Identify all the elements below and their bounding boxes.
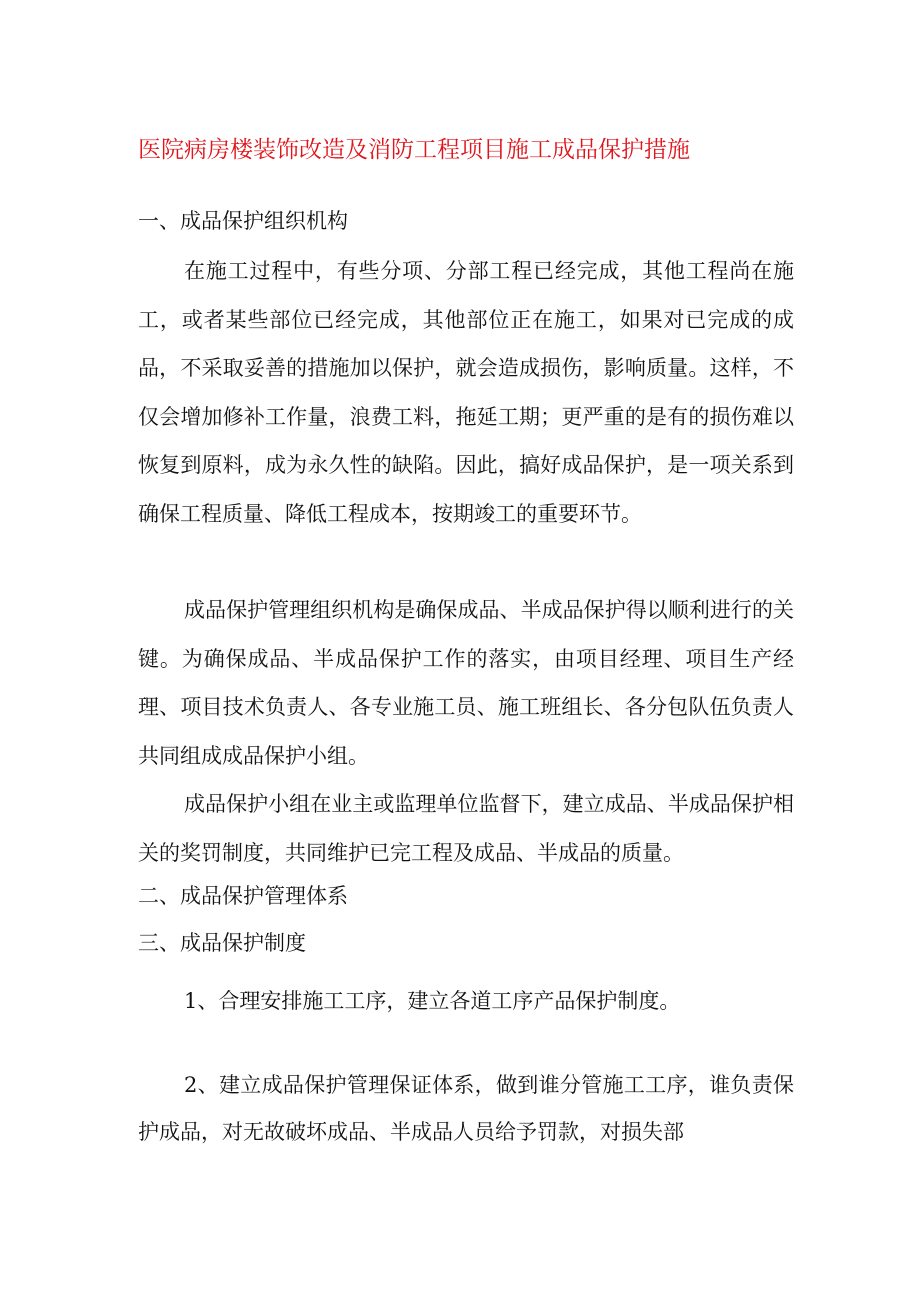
section-1-paragraph-3: 成品保护小组在业主或监理单位监督下，建立成品、半成品保护相关的奖罚制度，共同维护已完工程及成品、半成品的质量。	[138, 792, 794, 865]
section-3-heading: 三、成品保护制度	[138, 931, 306, 955]
section-3-item-1: 1、合理安排施工工序，建立各道工序产品保护制度。	[184, 989, 681, 1013]
section-1-paragraph-2: 成品保护管理组织机构是确保成品、半成品保护得以顺利进行的关键。为确保成品、半成品保护工作的落实，由项目经理、项目生产经理、项目技术负责人、各专业施工员、施工班组长、各分包队伍负责人共同组成成品保护小组。	[138, 598, 794, 768]
section-2-heading: 二、成品保护管理体系	[138, 884, 348, 908]
section-3-item-2: 2、建立成品保护管理保证体系，做到谁分管施工工序，谁负责保护成品，对无故破坏成品、半成品人员给予罚款，对损失部	[138, 1073, 794, 1144]
section-1-heading: 一、成品保护组织机构	[138, 209, 348, 233]
document-title: 医院病房楼装饰改造及消防工程项目施工成品保护措施	[138, 137, 690, 163]
section-1-paragraph-1: 在施工过程中，有些分项、分部工程已经完成，其他工程尚在施工，或者某些部位已经完成，其他部位正在施工，如果对已完成的成品，不采取妥善的措施加以保护，就会造成损伤，影响质量。这样，不仅会增加修补工作量，浪费工料，拖延工期；更严重的是有的损伤难以恢复到原料，成为永久性的缺陷。因此，搞好成品保护，是一项关系到确保工程质量、降低工程成本，按期竣工的重要环节。	[138, 259, 794, 526]
